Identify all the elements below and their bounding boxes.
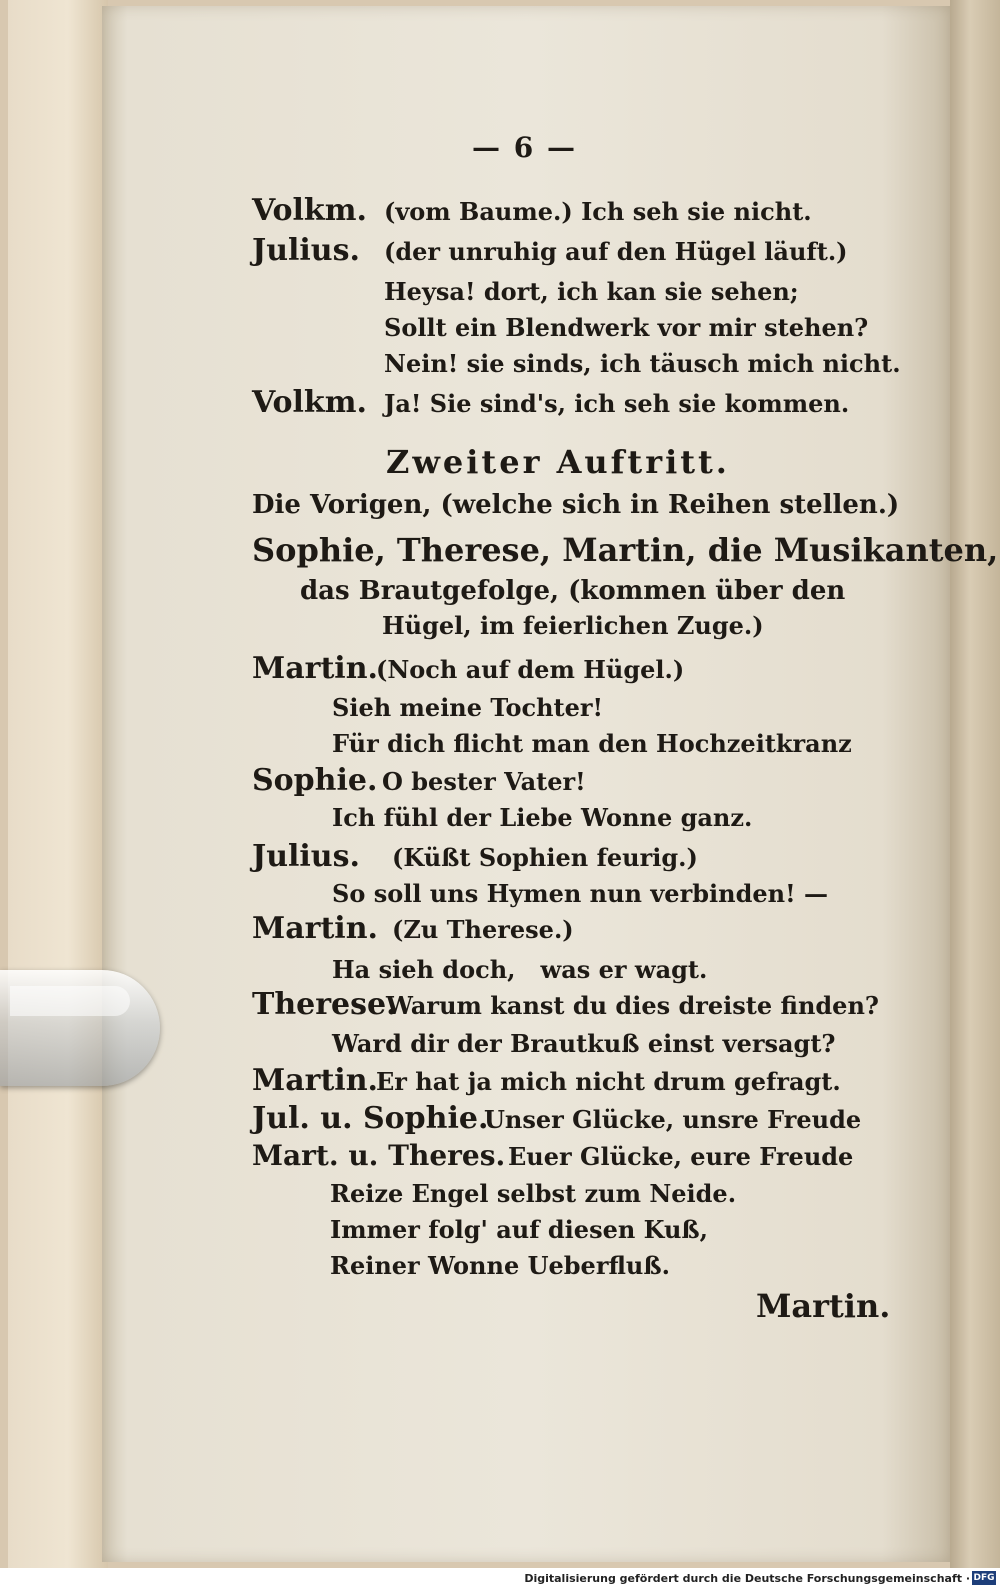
line-text: (vom Baume.) Ich seh sie nicht. bbox=[384, 197, 812, 226]
left-page-edge bbox=[8, 0, 108, 1568]
speaker-name: Julius. bbox=[252, 233, 360, 268]
verse-line: Ich fühl der Liebe Wonne ganz. bbox=[332, 803, 753, 832]
verse-line: Reiner Wonne Ueberfluß. bbox=[330, 1251, 670, 1280]
speaker-name: Martin. bbox=[252, 1063, 378, 1098]
speech-line bbox=[252, 987, 879, 1022]
dfg-logo: DFG bbox=[973, 1573, 995, 1583]
verse-line: Heysa! dort, ich kan sie sehen; bbox=[384, 277, 799, 306]
speech-line bbox=[252, 385, 850, 420]
verse-line: Für dich flicht man den Hochzeitkranz bbox=[332, 729, 852, 758]
speech-line bbox=[252, 911, 574, 946]
line-text: Unser Glücke, unsre Freude bbox=[484, 1105, 862, 1134]
speaker-name: Jul. u. Sophie. bbox=[252, 1101, 489, 1136]
speech-line bbox=[252, 1139, 854, 1172]
speech-line bbox=[252, 1101, 862, 1136]
verse-line: Immer folg' auf diesen Kuß, bbox=[330, 1215, 709, 1244]
line-text: (Noch auf dem Hügel.) bbox=[376, 655, 685, 684]
verse-line: So soll uns Hymen nun verbinden! — bbox=[332, 879, 828, 908]
page-clip-highlight bbox=[10, 986, 130, 1016]
line-text: (der unruhig auf den Hügel läuft.) bbox=[384, 237, 848, 266]
speaker-name: Volkm. bbox=[252, 385, 367, 420]
speaker-name: Volkm. bbox=[252, 193, 367, 228]
footer-credit: Digitalisierung gefördert durch die Deutsche Forschungsgemeinschaft · bbox=[524, 1572, 970, 1585]
line-text: Euer Glücke, eure Freude bbox=[508, 1142, 854, 1171]
speech-line bbox=[252, 763, 586, 798]
speaker-name: Martin. bbox=[252, 911, 378, 946]
scene-heading: Zweiter Auftritt. bbox=[386, 443, 730, 481]
speech-line bbox=[252, 193, 812, 228]
line-text: Ja! Sie sind's, ich seh sie kommen. bbox=[384, 389, 850, 418]
line-text: (Küßt Sophien feurig.) bbox=[392, 843, 698, 872]
verse-line: Nein! sie sinds, ich täusch mich nicht. bbox=[384, 349, 901, 378]
verse-line: Sieh meine Tochter! bbox=[332, 693, 604, 722]
speaker-name: Martin. bbox=[252, 651, 378, 686]
verse-line: Reize Engel selbst zum Neide. bbox=[330, 1179, 737, 1208]
speaker-name: Mart. u. Theres. bbox=[252, 1139, 506, 1172]
stage-direction: Sophie, Therese, Martin, die Musikanten, bbox=[252, 531, 999, 569]
verse-line: Sollt ein Blendwerk vor mir stehen? bbox=[384, 313, 869, 342]
speech-line bbox=[252, 233, 848, 268]
speaker-name: Julius. bbox=[252, 839, 360, 874]
speaker-name: Sophie. bbox=[252, 763, 378, 798]
speech-line bbox=[252, 839, 698, 874]
line-text: Warum kanst du dies dreiste finden? bbox=[386, 991, 879, 1020]
page-number: — 6 — bbox=[472, 131, 577, 164]
line-text: Er hat ja mich nicht drum gefragt. bbox=[376, 1067, 841, 1096]
speaker-name: Therese. bbox=[252, 987, 397, 1022]
stage-direction: Die Vorigen, (welche sich in Reihen stellen.) bbox=[252, 490, 900, 520]
catchword: Martin. bbox=[756, 1287, 891, 1325]
stage-direction: das Brautgefolge, (kommen über den bbox=[300, 576, 846, 606]
stage-direction: Hügel, im feierlichen Zuge.) bbox=[382, 611, 764, 640]
verse-line: Ward dir der Brautkuß einst versagt? bbox=[332, 1029, 836, 1058]
line-text: O bester Vater! bbox=[382, 767, 586, 796]
speech-line bbox=[252, 651, 685, 686]
speech-line bbox=[252, 1063, 841, 1098]
line-text: (Zu Therese.) bbox=[392, 915, 574, 944]
digitization-footer bbox=[0, 1568, 1000, 1590]
verse-line: Ha sieh doch, was er wagt. bbox=[332, 955, 708, 984]
right-page-edge bbox=[950, 0, 1000, 1568]
